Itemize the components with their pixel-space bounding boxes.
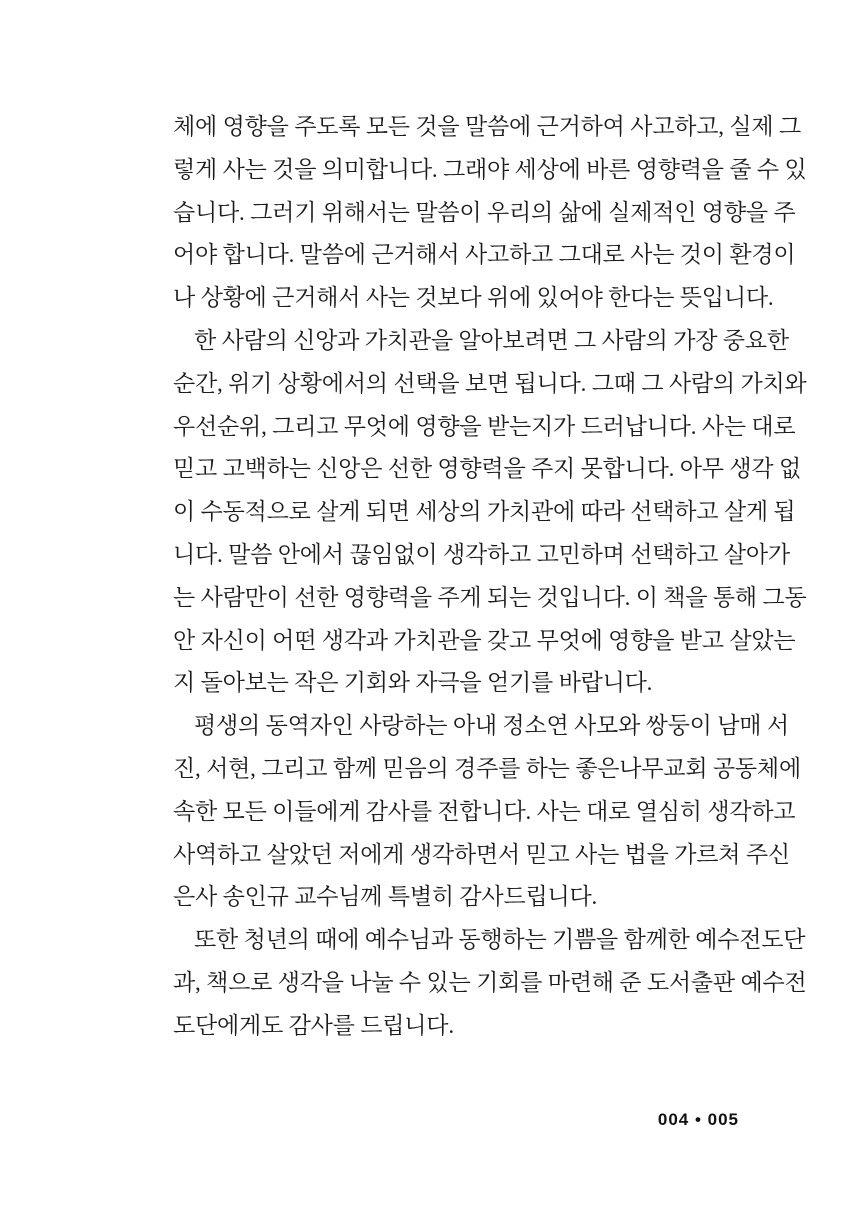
text-line: 한 사람의 신앙과 가치관을 알아보려면 그 사람의 가장 중요한 xyxy=(194,327,789,353)
text-line: 순간, 위기 상황에서의 선택을 보면 됩니다. 그때 그 사람의 가치와 xyxy=(173,370,807,396)
page-number: 004 • 005 xyxy=(657,1110,739,1129)
text-line: 니다. 말씀 안에서 끊임없이 생각하고 고민하며 선택하고 살아가 xyxy=(173,541,790,567)
text-line: 지 돌아보는 작은 기회와 자극을 얻기를 바랍니다. xyxy=(173,670,653,696)
paragraph xyxy=(173,320,807,705)
text-line: 렇게 사는 것을 의미합니다. 그래야 세상에 바른 영향력을 줄 수 있 xyxy=(173,156,807,182)
text-line: 진, 서현, 그리고 함께 믿음의 경주를 하는 좋은나무교회 공동체에 xyxy=(173,755,801,781)
text-line: 우선순위, 그리고 무엇에 영향을 받는지가 드러납니다. 사는 대로 xyxy=(173,413,796,439)
text-line: 또한 청년의 때에 예수님과 동행하는 기쁨을 함께한 예수전도단 xyxy=(194,927,806,953)
text-line: 속한 모든 이들에게 감사를 전합니다. 사는 대로 열심히 생각하고 xyxy=(173,798,796,824)
text-line: 나 상황에 근거해서 사는 것보다 위에 있어야 한다는 뜻입니다. xyxy=(173,285,774,311)
text-line: 체에 영향을 주도록 모든 것을 말씀에 근거하여 사고하고, 실제 그 xyxy=(173,114,801,139)
text-line: 습니다. 그러기 위해서는 말씀이 우리의 삶에 실제적인 영향을 주 xyxy=(173,199,796,225)
paragraph xyxy=(173,919,807,1047)
text-line: 이 수동적으로 살게 되면 세상의 가치관에 따라 선택하고 살게 됩 xyxy=(173,499,796,525)
paragraph xyxy=(173,705,801,919)
text-line: 도단에게도 감사를 드립니다. xyxy=(173,1012,454,1038)
text-line: 믿고 고백하는 신앙은 선한 영향력을 주지 못합니다. 아무 생각 없 xyxy=(173,456,801,482)
text-line: 과, 책으로 생각을 나눌 수 있는 기회를 마련해 준 도서출판 예수전 xyxy=(173,969,807,995)
text-line: 평생의 동역자인 사랑하는 아내 정소연 사모와 쌍둥이 남매 서 xyxy=(194,713,789,739)
text-line: 어야 합니다. 말씀에 근거해서 사고하고 그대로 사는 것이 환경이 xyxy=(173,242,796,268)
text-line: 사역하고 살았던 저에게 생각하면서 믿고 사는 법을 가르쳐 주신 xyxy=(173,841,790,867)
body-text xyxy=(173,106,807,1048)
text-line: 안 자신이 어떤 생각과 가치관을 갖고 무엇에 영향을 받고 살았는 xyxy=(173,627,796,653)
text-line: 은사 송인규 교수님께 특별히 감사드립니다. xyxy=(173,884,598,910)
text-line: 는 사람만이 선한 영향력을 주게 되는 것입니다. 이 책을 통해 그동 xyxy=(173,584,807,610)
paragraph xyxy=(173,106,807,320)
